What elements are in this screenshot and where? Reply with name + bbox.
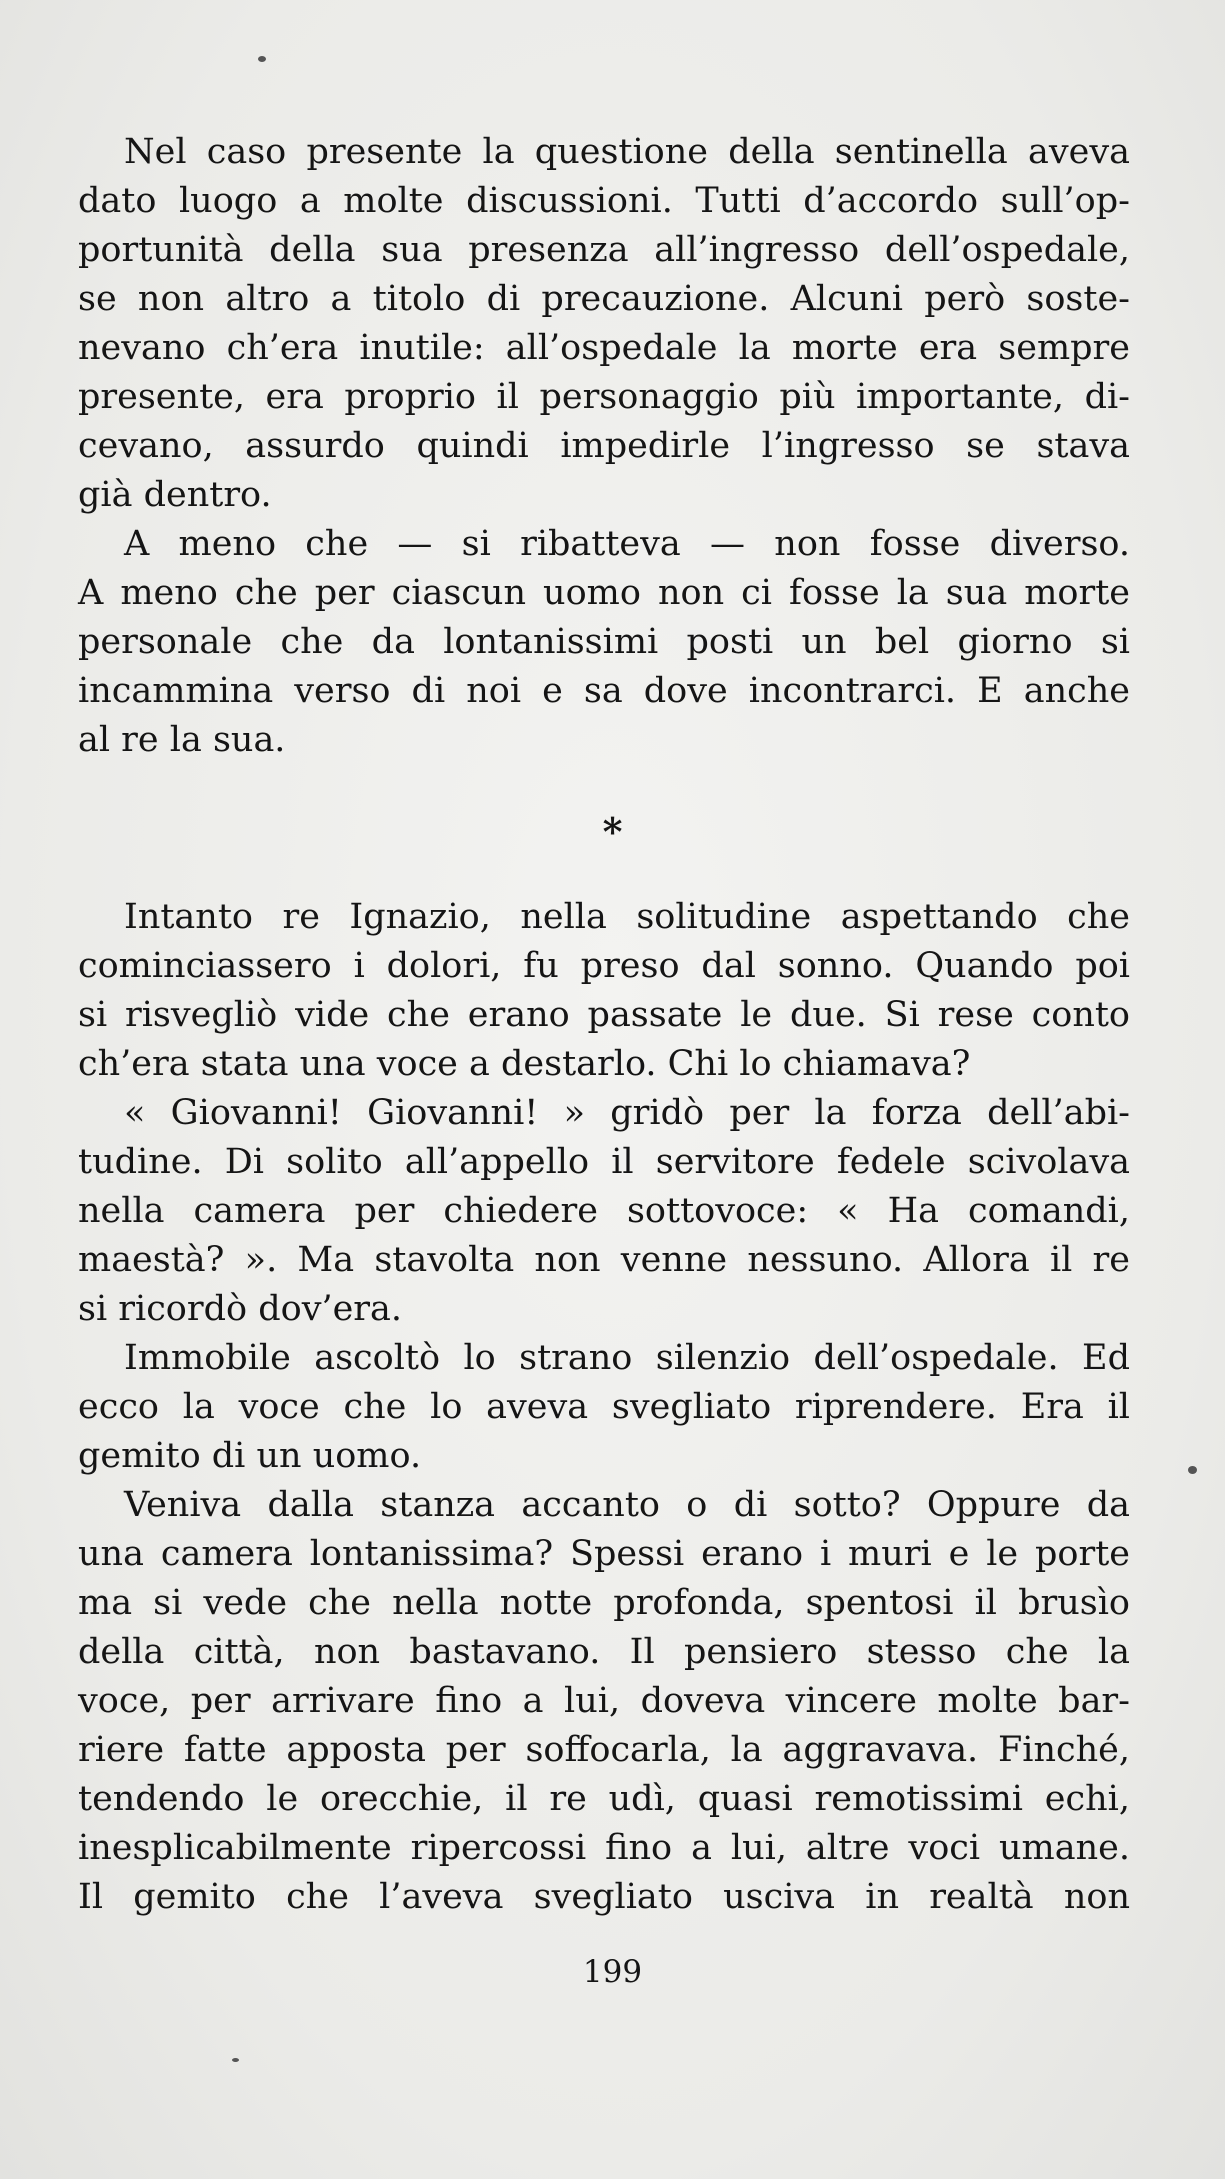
text-line: nevano ch’era inutile: all’ospedale la morte era sempre [78,328,1130,368]
text-line: se non altro a titolo di precauzione. Alcuni però soste- [78,279,1130,319]
text-line: A meno che — si ribatteva — non fosse diverso. [124,524,1130,564]
text-line: Nel caso presente la questione della sentinella aveva [124,132,1130,172]
text-line: Intanto re Ignazio, nella solitudine aspettando che [124,897,1130,937]
text-line: gemito di un uomo. [78,1436,422,1476]
paragraph [78,893,1130,1089]
text-line: già dentro. [78,475,272,515]
text-line: A meno che per ciascun uomo non ci fosse la sua morte [78,573,1130,613]
text-line: presente, era proprio il personaggio più importante, di- [78,377,1130,417]
text-line: al re la sua. [78,720,286,760]
text-line: riere fatte apposta per soffocarla, la aggravava. Finché, [78,1730,1130,1770]
text-line: cevano, assurdo quindi impedirle l’ingresso se stava [78,426,1130,466]
text-line: Veniva dalla stanza accanto o di sotto? Oppure da [124,1485,1130,1525]
text-line: ecco la voce che lo aveva svegliato riprendere. Era il [78,1387,1130,1427]
text-line: « Giovanni! Giovanni! » gridò per la forza dell’abi- [124,1093,1130,1133]
text-line: ma si vede che nella notte profonda, spentosi il brusìo [78,1583,1130,1623]
ink-speck [1188,1466,1197,1474]
text-line: tendendo le orecchie, il re udì, quasi remotissimi echi, [78,1779,1130,1819]
section-2 [78,893,1130,1922]
paragraph [78,1481,1130,1922]
text-line: incammina verso di noi e sa dove incontrarci. E anche [78,671,1130,711]
section-separator: * [602,809,623,854]
paragraph [78,128,1130,520]
text-line: dato luogo a molte discussioni. Tutti d’accordo sull’op- [78,181,1130,221]
text-line: cominciassero i dolori, fu preso dal sonno. Quando poi [78,946,1130,986]
text-line: una camera lontanissima? Spessi erano i muri e le porte [78,1534,1130,1574]
ink-speck [258,56,266,62]
text-line: voce, per arrivare fino a lui, doveva vincere molte bar- [78,1681,1130,1721]
paragraph [78,520,1130,765]
text-line: Immobile ascoltò lo strano silenzio dell’ospedale. Ed [124,1338,1130,1378]
text-line: si ricordò dov’era. [78,1289,403,1329]
text-line: ch’era stata una voce a destarlo. Chi lo chiamava? [78,1044,971,1084]
page-number: 199 [582,1954,643,1990]
section-1 [78,128,1130,765]
paragraph [78,1334,1130,1481]
text-line: si risvegliò vide che erano passate le due. Si rese conto [78,995,1130,1035]
text-line: maestà? ». Ma stavolta non venne nessuno. Allora il re [78,1240,1130,1280]
text-line: tudine. Di solito all’appello il servitore fedele scivolava [78,1142,1130,1182]
ink-speck [232,2058,239,2062]
text-line: della città, non bastavano. Il pensiero stesso che la [78,1632,1130,1672]
text-line: personale che da lontanissimi posti un bel giorno si [78,622,1130,662]
text-line: nella camera per chiedere sottovoce: « Ha comandi, [78,1191,1130,1231]
text-line: inesplicabilmente ripercossi fino a lui, altre voci umane. [78,1828,1130,1868]
text-line: portunità della sua presenza all’ingresso dell’ospedale, [78,230,1130,270]
paragraph [78,1089,1130,1334]
text-line: Il gemito che l’aveva svegliato usciva in realtà non [78,1877,1130,1917]
